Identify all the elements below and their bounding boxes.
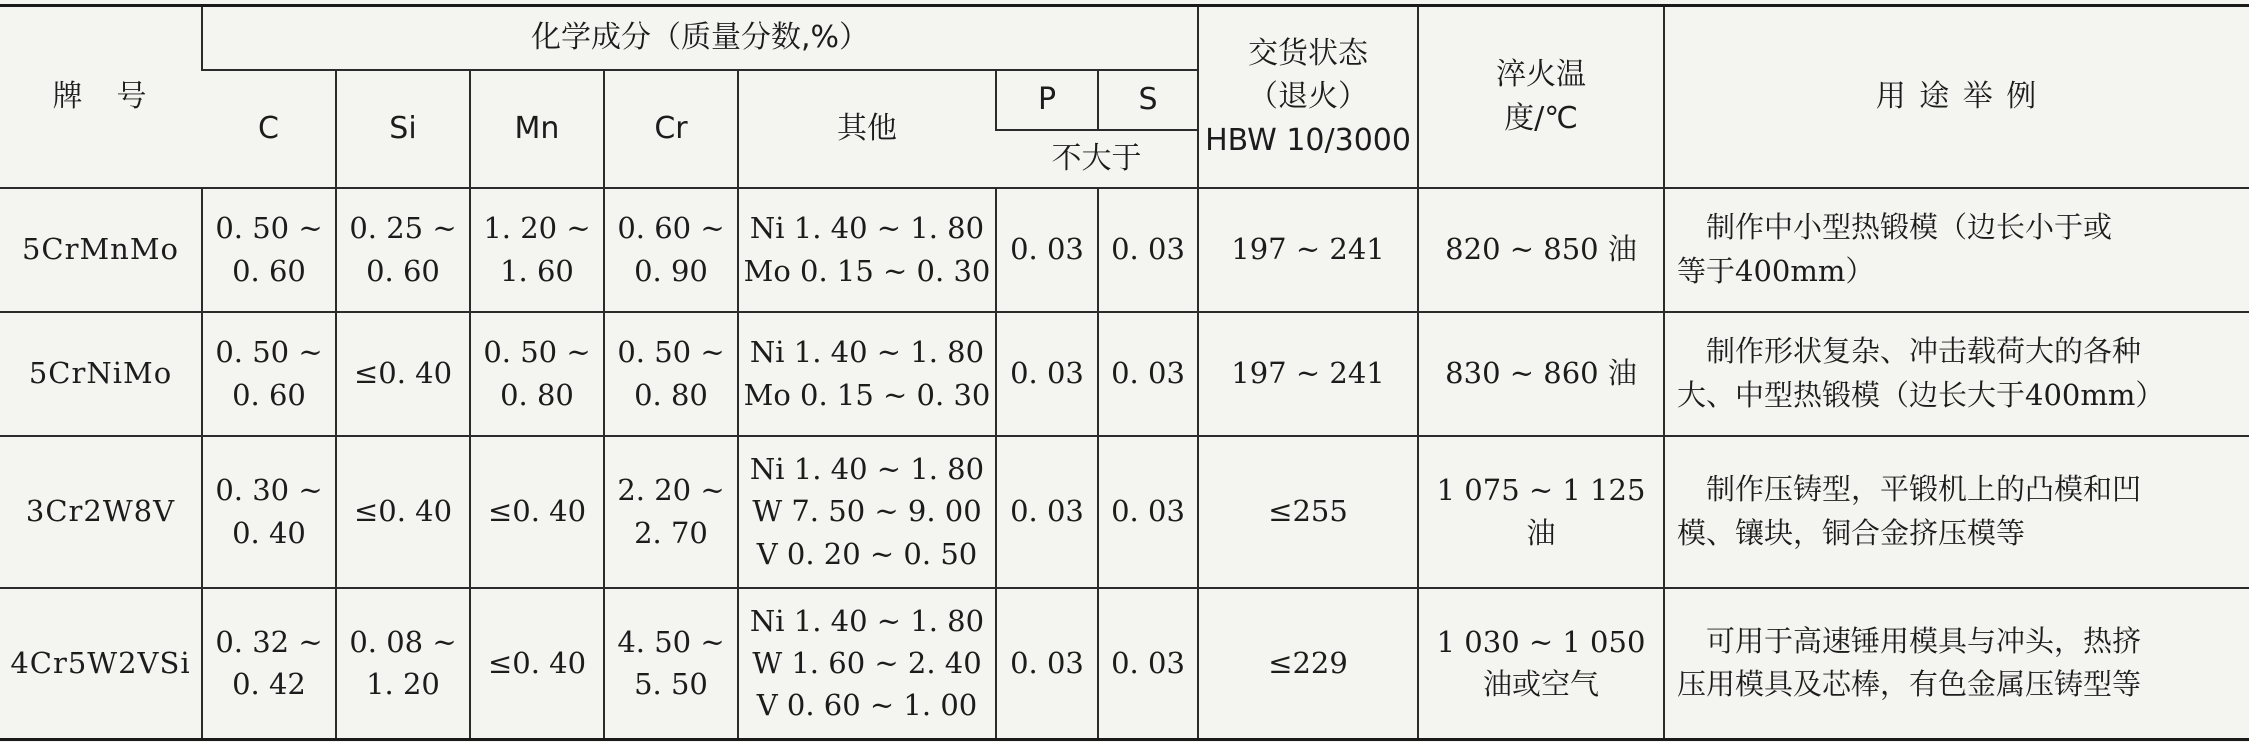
cell-si: 0. 25 ~ 0. 60: [336, 188, 470, 312]
header-grade: 牌 号: [0, 6, 202, 188]
header-mn: Mn: [470, 70, 604, 188]
header-p: P: [996, 70, 1098, 130]
cell-mn: 1. 20 ~ 1. 60: [470, 188, 604, 312]
cell-quench: 830 ~ 860 油: [1418, 312, 1664, 436]
cell-c: 0. 32 ~ 0. 42: [202, 588, 336, 740]
cell-mn: ≤0. 40: [470, 588, 604, 740]
cell-c: 0. 50 ~ 0. 60: [202, 188, 336, 312]
header-delivery-state: [1198, 6, 1418, 188]
header-s: S: [1098, 70, 1198, 130]
header-quench-line2: 度/℃: [1504, 100, 1578, 136]
cell-s: 0. 03: [1098, 312, 1198, 436]
header-delivery-line3: HBW 10/3000: [1205, 122, 1411, 158]
cell-other: Ni 1. 40 ~ 1. 80 W 7. 50 ~ 9. 00 V 0. 20 ~ 0. 50: [738, 436, 996, 588]
header-row-1: [0, 6, 2249, 70]
cell-quench: 1 030 ~ 1 050 油或空气: [1418, 588, 1664, 740]
table-row: [0, 436, 2249, 588]
cell-other: Ni 1. 40 ~ 1. 80 Mo 0. 15 ~ 0. 30: [738, 312, 996, 436]
cell-grade: 3Cr2W8V: [0, 436, 202, 588]
table-row: [0, 312, 2249, 436]
header-not-more-than: 不大于: [996, 130, 1198, 188]
cell-other: Ni 1. 40 ~ 1. 80 W 1. 60 ~ 2. 40 V 0. 60 ~ 1. 00: [738, 588, 996, 740]
cell-usage: 制作压铸型，平锻机上的凸模和凹 模、镶块，铜合金挤压模等: [1664, 436, 2249, 588]
header-chemical-composition: 化学成分（质量分数,%）: [202, 6, 1198, 70]
die-steel-spec-table: [0, 4, 2249, 741]
table-row: [0, 188, 2249, 312]
header-cr: Cr: [604, 70, 738, 188]
header-delivery-line2: （退火）: [1248, 79, 1369, 114]
cell-mn: ≤0. 40: [470, 436, 604, 588]
cell-s: 0. 03: [1098, 188, 1198, 312]
cell-grade: 4Cr5W2VSi: [0, 588, 202, 740]
cell-usage: 可用于高速锤用模具与冲头，热挤 压用模具及芯棒，有色金属压铸型等: [1664, 588, 2249, 740]
cell-s: 0. 03: [1098, 436, 1198, 588]
cell-usage: 制作中小型热锻模（边长小于或 等于400mm）: [1664, 188, 2249, 312]
cell-s: 0. 03: [1098, 588, 1198, 740]
cell-cr: 2. 20 ~ 2. 70: [604, 436, 738, 588]
cell-cr: 0. 60 ~ 0. 90: [604, 188, 738, 312]
cell-p: 0. 03: [996, 588, 1098, 740]
cell-hbw: ≤229: [1198, 588, 1418, 740]
cell-grade: 5CrMnMo: [0, 188, 202, 312]
header-si: Si: [336, 70, 470, 188]
cell-si: ≤0. 40: [336, 312, 470, 436]
header-c: C: [202, 70, 336, 188]
header-quench-line1: 淬火温: [1496, 57, 1587, 93]
header-delivery-line1: 交货状态: [1248, 35, 1369, 71]
cell-si: 0. 08 ~ 1. 20: [336, 588, 470, 740]
cell-p: 0. 03: [996, 436, 1098, 588]
cell-p: 0. 03: [996, 312, 1098, 436]
cell-cr: 0. 50 ~ 0. 80: [604, 312, 738, 436]
cell-c: 0. 30 ~ 0. 40: [202, 436, 336, 588]
cell-si: ≤0. 40: [336, 436, 470, 588]
cell-quench: 820 ~ 850 油: [1418, 188, 1664, 312]
table-row: [0, 588, 2249, 740]
cell-p: 0. 03: [996, 188, 1098, 312]
cell-mn: 0. 50 ~ 0. 80: [470, 312, 604, 436]
cell-usage: 制作形状复杂、冲击载荷大的各种 大、中型热锻模（边长大于400mm）: [1664, 312, 2249, 436]
header-usage: 用 途 举 例: [1664, 6, 2249, 188]
cell-hbw: 197 ~ 241: [1198, 312, 1418, 436]
cell-hbw: ≤255: [1198, 436, 1418, 588]
cell-quench: 1 075 ~ 1 125 油: [1418, 436, 1664, 588]
cell-hbw: 197 ~ 241: [1198, 188, 1418, 312]
cell-c: 0. 50 ~ 0. 60: [202, 312, 336, 436]
cell-other: Ni 1. 40 ~ 1. 80 Mo 0. 15 ~ 0. 30: [738, 188, 996, 312]
cell-cr: 4. 50 ~ 5. 50: [604, 588, 738, 740]
cell-grade: 5CrNiMo: [0, 312, 202, 436]
header-other: 其他: [738, 70, 996, 188]
header-quench-temp: [1418, 6, 1664, 188]
